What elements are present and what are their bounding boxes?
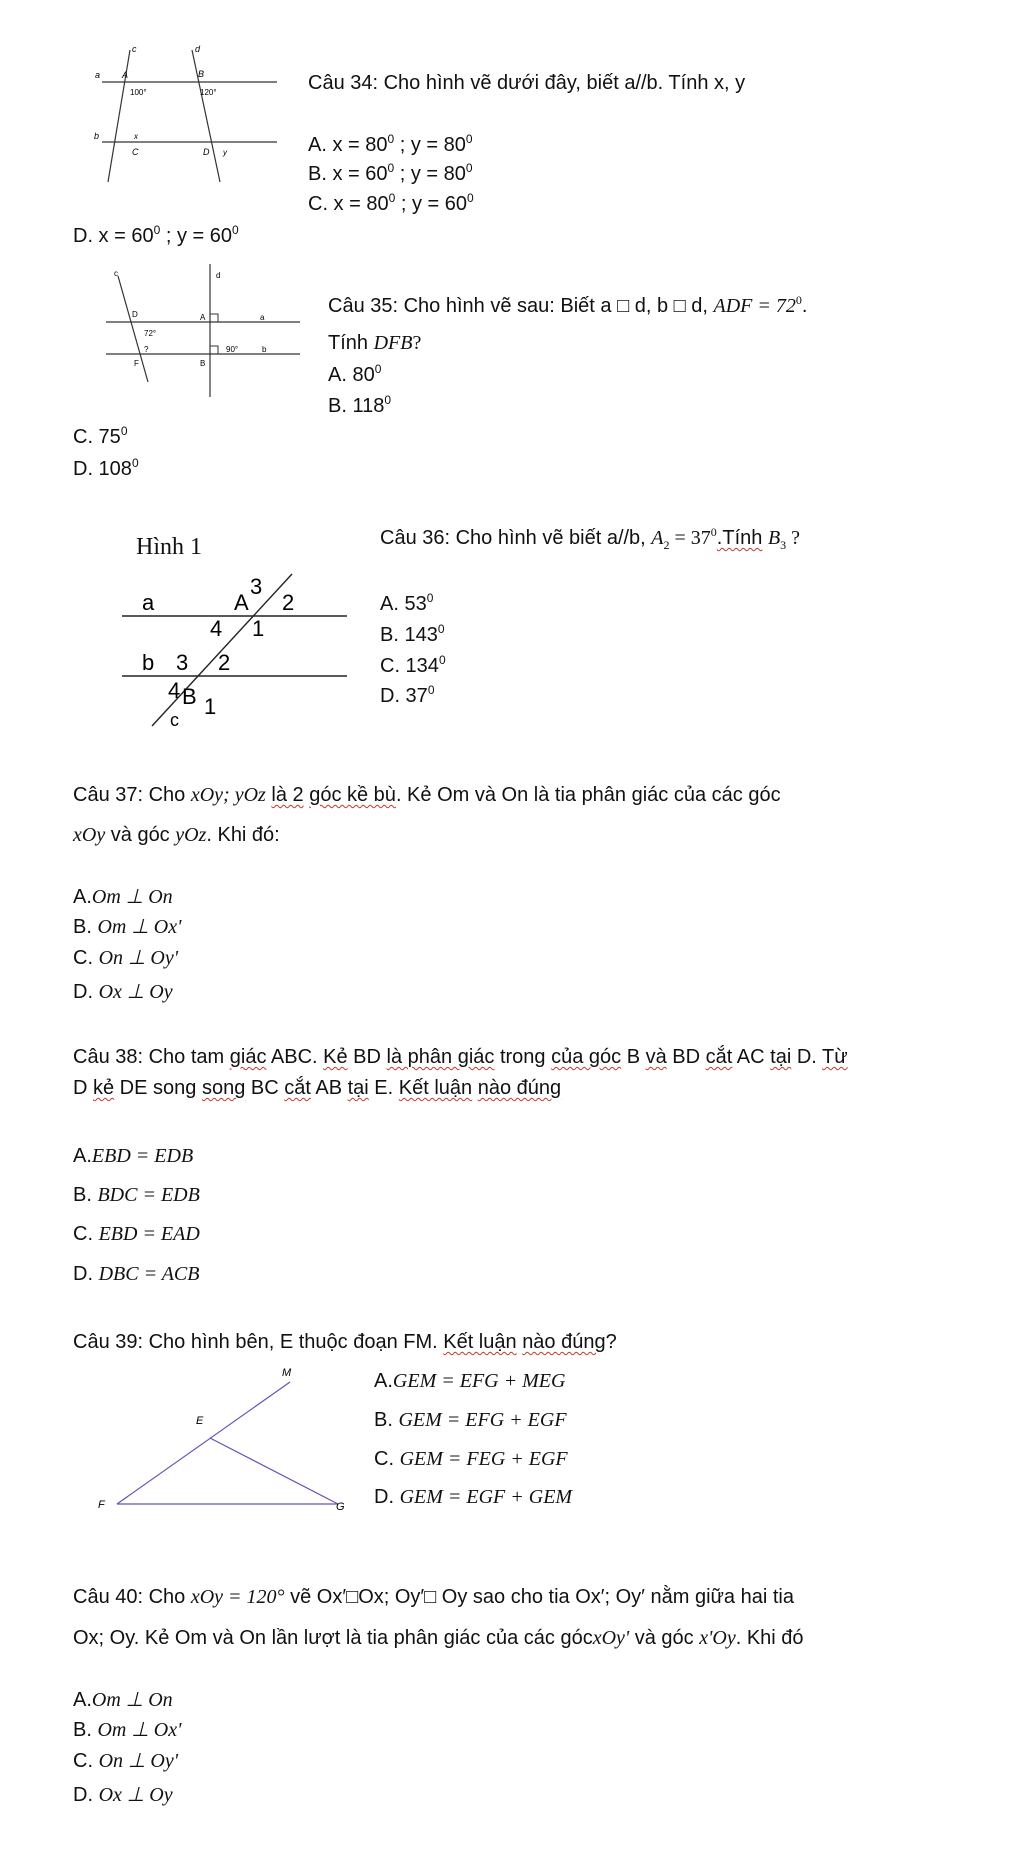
q34-option-b[interactable]: B. $x = 60^0$ ; $y = 80^0$ xyxy=(308,161,473,185)
q36-label-B: B xyxy=(182,684,197,709)
q34-label-a: a xyxy=(95,70,101,80)
q35-label-B: B xyxy=(200,359,206,368)
q35-angle-question: ? xyxy=(144,345,149,354)
q34-option-a[interactable]: A. $x = 80^0$ ; $y = 80^0$ xyxy=(308,132,473,156)
q34-label-A: A xyxy=(122,70,129,80)
q35-question: Câu 35: Cho hình vẽ sau: Biết a □ d, b □ d, ADF = $72^0$. xyxy=(328,293,808,317)
q34-label-c: c xyxy=(132,44,137,54)
q39-question: Câu 39: Cho hình bên, E thuộc đoạn FM. Kết luận nào đúng? xyxy=(73,1331,617,1353)
q36-label-b: b xyxy=(142,650,155,675)
q39-label-M: M xyxy=(282,1367,292,1379)
q37-option-a[interactable]: A.Om ⊥ On xyxy=(73,886,173,908)
q35-label-F: F xyxy=(134,359,139,368)
q36-figure xyxy=(112,568,352,738)
q40-question: Câu 40: Cho xOy = 120° vẽ Ox′□Ox; Oy′□ Oy sao cho tia Ox′; Oy′ nằm giữa hai tia xyxy=(73,1586,794,1608)
q36-question: Câu 36: Cho hình vẽ biết a//b, $A_2$ = $37^0.Tính$ $B_3$ ? xyxy=(380,525,801,552)
q39-option-c[interactable]: C. GEM = FEG + EGF xyxy=(374,1448,568,1470)
q36-label-c: c xyxy=(170,710,179,730)
q35-option-c[interactable]: C. $75^0$ xyxy=(73,424,128,448)
q38-option-d[interactable]: D. DBC = ACB xyxy=(73,1263,200,1285)
q35-label-b: b xyxy=(262,345,267,354)
q35-label-d: d xyxy=(216,271,221,280)
q34-angle-120: 120° xyxy=(200,88,217,97)
q39-label-F: F xyxy=(98,1499,105,1511)
q34-angle-100: 100° xyxy=(130,88,147,97)
q35-angle-72: 72° xyxy=(144,329,157,338)
q36-angle-B4: 4 xyxy=(168,678,181,703)
q34-label-B: B xyxy=(198,69,205,79)
q37-option-d[interactable]: D. Ox ⊥ Oy xyxy=(73,981,173,1003)
q40-option-c[interactable]: C. On ⊥ Oy' xyxy=(73,1750,179,1772)
q35-option-b[interactable]: B. $118^0$ xyxy=(328,393,392,417)
q38-question-line2: D kẻ DE song song BC cắt AB tại E. Kết luận nào đúng xyxy=(73,1077,562,1099)
q35-figure xyxy=(100,262,310,402)
q35-angle-90: 90° xyxy=(226,345,239,354)
q36-label-A: A xyxy=(234,590,249,615)
q38-option-b[interactable]: B. BDC = EDB xyxy=(73,1184,200,1206)
q38-option-a[interactable]: A.EBD = EDB xyxy=(73,1145,194,1167)
q34-label-b: b xyxy=(94,131,100,141)
q36-angle-A1: 1 xyxy=(252,616,265,641)
q37-option-c[interactable]: C. On ⊥ Oy' xyxy=(73,947,179,969)
q39-option-d[interactable]: D. GEM = EGF + GEM xyxy=(374,1486,573,1508)
q34-label-D: D xyxy=(203,147,210,157)
q36-angle-B2: 2 xyxy=(218,650,231,675)
q37-question-line2: xOy và góc yOz. Khi đó: xyxy=(73,824,280,846)
q36-option-b[interactable]: B. $143^0$ xyxy=(380,622,445,646)
q38-question: Câu 38: Cho tam giác ABC. Kẻ BD là phân giác trong của góc B và BD cắt AC tại D. Từ xyxy=(73,1046,848,1068)
q34-label-y: y xyxy=(223,148,227,157)
q34-option-d[interactable]: D. $x = 60^0$ ; $y = 60^0$ xyxy=(73,223,239,247)
q35-question-line2: Tính DFB? xyxy=(328,332,422,354)
q39-label-E: E xyxy=(196,1415,204,1427)
q35-option-d[interactable]: D. $108^0$ xyxy=(73,456,139,480)
q35-label-D: D xyxy=(132,310,138,319)
q36-option-d[interactable]: D. $37^0$ xyxy=(380,683,435,707)
q40-option-d[interactable]: D. Ox ⊥ Oy xyxy=(73,1784,173,1806)
q40-option-a[interactable]: A.Om ⊥ On xyxy=(73,1689,173,1711)
q36-angle-A2: 2 xyxy=(282,590,295,615)
q34-label-d: d xyxy=(195,44,201,54)
q36-option-c[interactable]: C. $134^0$ xyxy=(380,653,446,677)
q35-label-c: c xyxy=(114,269,118,278)
q36-label-a: a xyxy=(142,590,155,615)
q39-figure xyxy=(92,1362,362,1522)
q34-question: Câu 34: Cho hình vẽ dưới đây, biết a//b. Tính x, y xyxy=(308,72,746,94)
q36-angle-A4: 4 xyxy=(210,616,223,641)
q36-angle-A3: 3 xyxy=(250,574,263,599)
q34-label-x: x xyxy=(134,132,138,141)
q34-option-c[interactable]: C. $x = 80^0$ ; $y = 60^0$ xyxy=(308,191,474,215)
q40-option-b[interactable]: B. Om ⊥ Ox' xyxy=(73,1719,182,1741)
q36-figure-title: Hình 1 xyxy=(136,534,202,560)
q37-question: Câu 37: Cho xOy; yOz là 2 góc kề bù. Kẻ Om và On là tia phân giác của các góc xyxy=(73,784,781,806)
q36-angle-B3: 3 xyxy=(176,650,189,675)
q38-option-c[interactable]: C. EBD = EAD xyxy=(73,1223,200,1245)
q34-figure xyxy=(92,42,292,192)
q34-label-C: C xyxy=(132,147,139,157)
q36-option-a[interactable]: A. $53^0$ xyxy=(380,591,434,615)
q40-question-line2: Ox; Oy. Kẻ Om và On lần lượt là tia phân giác của các gócxOy' và góc x'Oy. Khi đó xyxy=(73,1627,804,1649)
q35-label-A: A xyxy=(200,313,206,322)
q37-option-b[interactable]: B. Om ⊥ Ox' xyxy=(73,916,182,938)
q39-option-b[interactable]: B. GEM = EFG + EGF xyxy=(374,1409,567,1431)
q39-label-G: G xyxy=(336,1501,345,1513)
q39-option-a[interactable]: A.GEM = EFG + MEG xyxy=(374,1370,566,1392)
q36-angle-B1: 1 xyxy=(204,694,217,719)
q35-label-a: a xyxy=(260,313,265,322)
q35-option-a[interactable]: A. $80^0$ xyxy=(328,362,382,386)
